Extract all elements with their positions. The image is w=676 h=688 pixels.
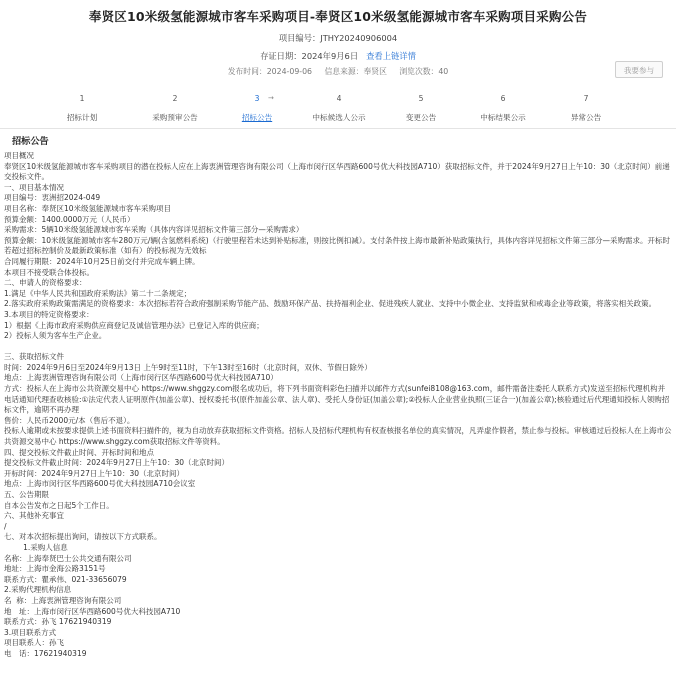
content-line: 投标人逾期或未按要求提供上述书面资料扫描件的，视为自动放弃获取招标文件资格。招标人及招标代理机构有权查核报名单位的真实情况，凡弄虚作假者，禁止参与投标。审核通过后投标人在上海市公共资源交易中心 https://www.shggzy.com获取招标文件等资料。 [4, 426, 672, 447]
content-line: 售价：人民币2000元/本（售后不退）。 [4, 415, 135, 425]
step-number: 6 [500, 94, 506, 103]
content-line: 项目概况 [4, 151, 34, 160]
content-line: 1）根据《上海市政府采购供应商登记及诚信管理办法》已登记入库的供应商； [4, 320, 264, 330]
step-label: 招标计划 [66, 113, 98, 122]
step-1[interactable] [42, 94, 122, 123]
step-number: 7 [583, 94, 589, 103]
step-label: 变更公告 [405, 113, 437, 122]
content-line: 奉贤区10米级氢能源城市客车采购项目的潜在投标人应在上海衷洲管理咨询有限公司（上海市闵行区华西路600号优大科技园A710）获取招标文件，并于2024年9月27日上午10：30（北京时间）前递交投标文件。 [4, 161, 670, 182]
content-line: 1.满足《中华人民共和国政府采购法》第二十二条规定； [4, 288, 192, 298]
archive-line [0, 50, 676, 62]
section-title: 招标公告 [12, 136, 49, 147]
content-line: 项目编号：衷洲招2024-049 [4, 193, 101, 203]
content-line: / [4, 521, 7, 531]
content-line: 地址：上海市金海公路3151号 [4, 564, 106, 574]
content-line: 七、对本次招标提出询问，请按以下方式联系。 [4, 532, 162, 542]
step-2[interactable] [135, 94, 215, 123]
view-count: 浏览次数：40 [399, 67, 449, 76]
step-label: 采购预审公告 [152, 113, 198, 122]
content-line: 采购需求：5辆10米级氢能源城市客车采购（具体内容详见招标文件第三部分—采购需求） [4, 225, 304, 235]
content-line: 二、申请人的资格要求： [4, 278, 87, 288]
steps-divider [0, 128, 676, 129]
step-arrow-icon: → [268, 94, 274, 102]
content-line: 项目名称：奉贤区10米级氢能源城市客车采购项目 [4, 203, 172, 213]
step-label: 招标公告 [241, 113, 273, 122]
project-number: 项目编号：JTHY20240906004 [278, 33, 398, 43]
step-7[interactable] [546, 94, 626, 123]
content-line: 2）投标人须为客车生产企业。 [4, 331, 107, 341]
content-line: 预算金额：1400.0000万元（人民币） [4, 214, 135, 224]
info-source: 信息来源：奉贤区 [324, 67, 387, 76]
content-line: 本项目不接受联合体投标。 [4, 267, 94, 277]
content-line: 联系方式：瞿承伟、021-33656079 [4, 574, 127, 584]
step-number: 5 [418, 94, 424, 103]
content-line: 电 话：17621940319 [4, 648, 87, 658]
step-3[interactable] [217, 94, 297, 123]
content-line: 地 址：上海市闵行区华西路600号优大科技园A710 [4, 606, 181, 616]
content-line: 2.采购代理机构信息 [4, 585, 72, 595]
apply-button[interactable]: 我要参与 [615, 61, 663, 78]
content-line: 开标时间：2024年9月27日上午10：30（北京时间） [4, 468, 184, 478]
content-line [4, 342, 672, 353]
content-line: 项目联系人：孙飞 [4, 638, 64, 648]
step-5[interactable] [381, 94, 461, 123]
content-line: 方式：投标人在上海市公共资源交易中心 https://www.shggzy.com报名成功后，将下列书面资料彩色扫描并以邮件方式(sunfei8108@163.com，邮件需备注委托人联系方式)发送至招标代理机构并电话通知代理查收核验:①法定代表人证明原件(加盖公章)、授权委托书(原件加盖公章、法人章)、受托人身份证(加盖公章);②投标人企业营业执照(三证合一)(加盖公章);核验通过后代理通知投标人领购招标文件，逾期不再办理 [4, 384, 670, 415]
step-number: 2 [172, 94, 178, 103]
content-line: 三、获取招标文件 [4, 352, 64, 362]
content-line: 名称：上海奉贤巴士公共交通有限公司 [4, 553, 132, 563]
content-line: 一、项目基本情况 [4, 182, 64, 192]
content-line: 2.落实政府采购政策需满足的资格要求：本次招标若符合政府强制采购节能产品、鼓励环保产品、扶持福利企业、促进残疾人就业、支持中小微企业、支持监狱和戒毒企业等政策，将落实相关政策。 [4, 299, 657, 309]
archive-date: 存证日期：2024年9月6日 [260, 51, 359, 61]
step-number: 4 [336, 94, 342, 103]
step-number: 1 [79, 94, 85, 103]
content-line: 联系方式：孙飞 17621940319 [4, 617, 112, 627]
content-line: 时间：2024年9月6日至2024年9月13日 上午9时至11时，下午13时至16时（北京时间，双休、节假日除外） [4, 362, 372, 372]
content-line: 1.采购人信息 [4, 542, 68, 552]
step-label: 异常公告 [570, 113, 602, 122]
process-steps [0, 94, 676, 124]
content-line: 3.本项目的特定资格要求： [4, 309, 94, 319]
content-line: 六、其他补充事宜 [4, 511, 64, 521]
content-line: 五、公告期限 [4, 490, 49, 499]
content-line: 3.项目联系方式 [4, 627, 57, 637]
content-line: 合同履行期限：2024年10月25日前交付并完成车辆上牌。 [4, 256, 200, 266]
info-row [0, 66, 676, 78]
content-line: 地点：上海市闵行区华西路600号优大科技园A710会议室 [4, 479, 196, 489]
step-6[interactable] [463, 94, 543, 123]
content-line: 四、提交投标文件截止时间、开标时间和地点 [4, 447, 154, 457]
step-4[interactable] [299, 94, 379, 123]
content-line: 名 称：上海衷洲管理咨询有限公司 [4, 595, 122, 605]
step-number: 3 [254, 94, 260, 103]
chain-detail-link[interactable]: 查看上链详情 [366, 51, 416, 61]
step-label: 中标结果公示 [480, 113, 526, 122]
content-line: 预算金额：10米级氢能源城市客车280万元/辆(含氢燃料系统)（行驶里程若未达到补贴标准，则按比例扣减）。支付条件按上海市最新补贴政策执行，具体内容详见招标文件第三部分—采购需求。开标时若超过招标控制价及最新政策标准（如有）的投标视为无效标 [4, 235, 670, 256]
content-line: 提交投标文件截止时间：2024年9月27日上午10：30（北京时间） [4, 458, 229, 468]
announcement-content [4, 151, 672, 660]
publish-time: 发布时间：2024-09-06 [227, 67, 313, 76]
content-line: 自本公告发布之日起5个工作日。 [4, 500, 114, 510]
page-title: 奉贤区10米级氢能源城市客车采购项目-奉贤区10米级氢能源城市客车采购项目采购公告 [88, 9, 588, 24]
content-line: 地点：上海衷洲管理咨询有限公司（上海市闵行区华西路600号优大科技园A710） [4, 373, 278, 383]
step-label: 中标候选人公示 [312, 113, 366, 122]
